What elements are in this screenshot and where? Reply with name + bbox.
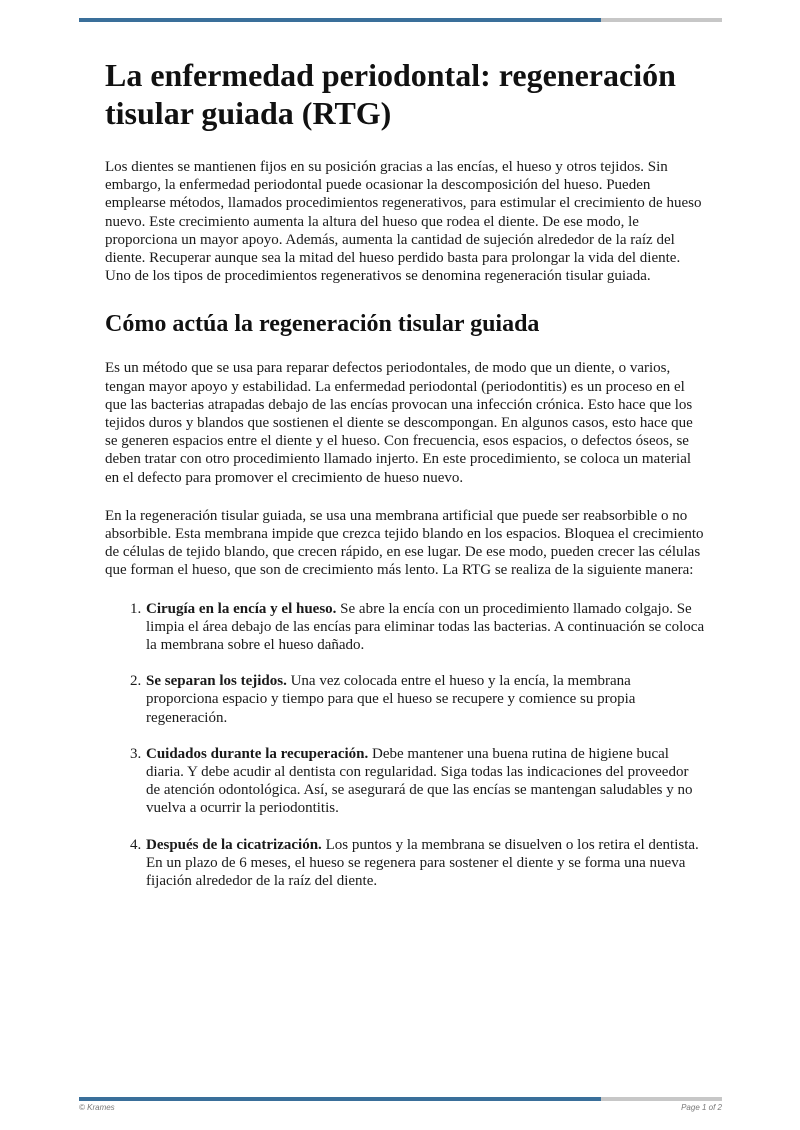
step-title: Se separan los tejidos. <box>146 673 287 690</box>
body-paragraph-1: Es un método que se usa para reparar defectos periodontales, de modo que un diente, o varios, tengan mayor apoyo y estabilidad. La enfermedad periodontal (periodontitis) es un proceso en el que las bacterias atrapadas debajo de las encías provocan una infección crónica. Esto hace que los tejidos duros y blandos que sostienen el diente se descompongan. En algunos casos, esto hace que se generen espacios entre el diente y el hueso. Con frecuencia, esos espacios, o defectos óseos, se deben tratar con otro procedimiento llamado injerto. En este procedimiento, se coloca un material en el defecto para promover el crecimiento de hueso nuevo. <box>105 360 693 486</box>
step-text: Una vez colocada entre el hueso y la encía, la membrana proporciona espacio y tiempo para que el hueso se recupere y comience su propia regeneración. <box>146 673 636 726</box>
list-item <box>145 745 705 818</box>
steps-list <box>105 600 705 891</box>
header-rule-accent <box>79 18 601 22</box>
intro-paragraph: Los dientes se mantienen fijos en su posición gracias a las encías, el hueso y otros tejidos. Sin embargo, la enfermedad periodontal puede ocasionar la descomposición del hueso. Pueden emplearse métodos, llamados procedimientos regenerativos, para estimular el crecimiento de hueso nuevo. Este crecimiento aumenta la altura del hueso que rodea el diente. De ese modo, le proporciona un mayor apoyo. Además, aumenta la cantidad de sujeción alrededor de la raíz del diente. Recuperar aunque sea la mitad del hueso perdido basta para prolongar la vida del diente. Uno de los tipos de procedimientos regenerativos se denomina regeneración tisular guiada. <box>105 159 702 285</box>
footer-rule <box>79 1097 722 1101</box>
step-title: Después de la cicatrización. <box>146 836 322 853</box>
step-title: Cirugía en la encía y el hueso. <box>146 600 337 617</box>
page-title: La enfermedad periodontal: regeneración tisular guiada (RTG) <box>105 57 676 131</box>
step-text: Se abre la encía con un procedimiento llamado colgajo. Se limpia el área debajo de las encías para eliminar todas las bacterias. A continuación se coloca la membrana sobre el hueso dañado. <box>146 600 705 654</box>
step-title: Cuidados durante la recuperación. <box>146 745 369 762</box>
body-paragraph-2: En la regeneración tisular guiada, se usa una membrana artificial que puede ser reabsorbible o no absorbible. Esta membrana impide que crezca tejido blando en los espacios. Bloquea el crecimiento de células de tejido blando, que crecen rápido, en ese lugar. De ese modo, pueden crecer las células que forman el hueso, que son de crecimiento más lento. La RTG se realiza de la siguiente manera: <box>105 507 704 579</box>
list-item <box>145 836 705 891</box>
footer-page-number: Page 1 of 2 <box>681 1103 722 1112</box>
header-rule <box>79 18 722 22</box>
step-text: Los puntos y la membrana se disuelven o los retira el dentista. En un plazo de 6 meses, el hueso se regenera para sostener el diente y se forma una nueva fijación alrededor de la raíz del diente. <box>146 836 699 890</box>
section-heading: Cómo actúa la regeneración tisular guiada <box>105 311 540 338</box>
step-text: Debe mantener una buena rutina de higiene bucal diaria. Y debe acudir al dentista con regularidad. Siga todas las indicaciones del proveedor de atención odontológica. Así, se asegurará de que las encías se mantengan saludables y no vuelva a ocurrir la periodontitis. <box>146 745 693 817</box>
document-body <box>105 56 705 908</box>
list-item <box>145 600 705 655</box>
footer-rule-accent <box>79 1097 601 1101</box>
list-item <box>145 672 705 727</box>
footer-copyright: © Krames <box>79 1103 115 1112</box>
